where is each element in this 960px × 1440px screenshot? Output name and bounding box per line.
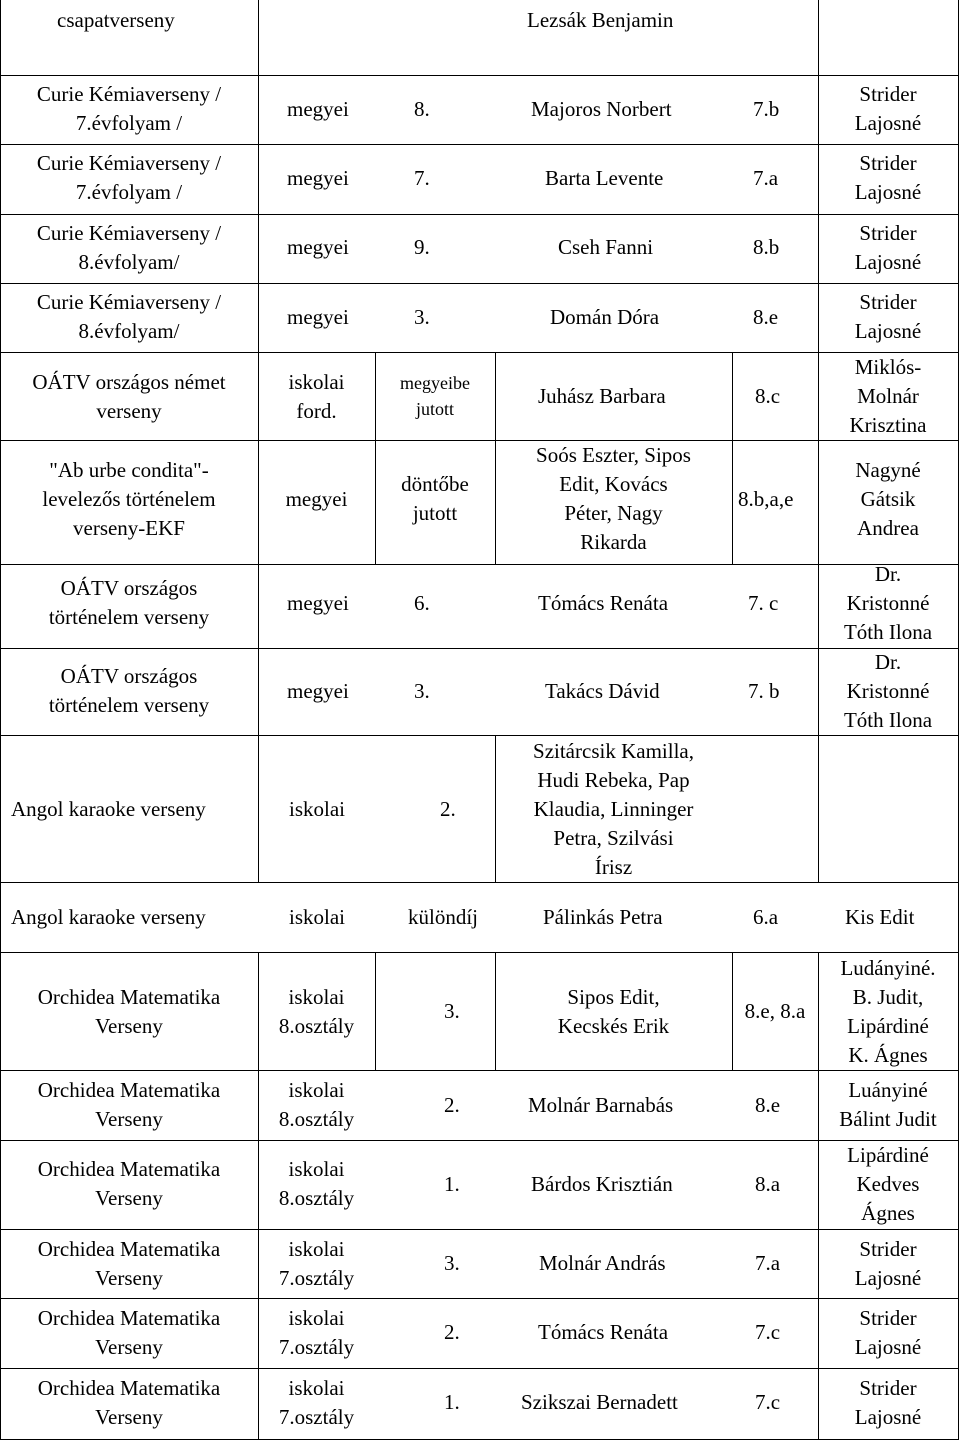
place: 3. [414,305,430,329]
teacher: Strider [859,1237,917,1261]
teacher: Tóth Ilona [843,708,933,732]
class: 7.c [755,1390,781,1414]
teacher: Ágnes [861,1201,915,1225]
competition-name: OÁTV országos [60,664,198,688]
competition-name: verseny-EKF [73,516,185,540]
teacher: Lipárdiné [847,1014,929,1038]
teacher: Lajosné [854,1266,922,1290]
competition-name: Angol karaoke verseny [11,797,206,821]
place: 6. [414,591,430,615]
row-divider [0,882,959,883]
competition-name: Orchidea Matematika [37,1306,221,1330]
place: különdíj [408,905,479,929]
student-names: Edit, Kovács [559,472,668,496]
level: megyei [287,97,349,121]
student-names: Tómács Renáta [538,1320,669,1344]
teacher: Tóth Ilona [843,620,933,644]
class: 8.b,a,e [738,487,794,511]
competition-name: 7.évfolyam / [75,180,183,204]
student-names: Cseh Fanni [558,235,654,259]
class: 7.a [755,1251,781,1275]
place: 2. [444,1320,460,1344]
row-divider [0,1368,959,1369]
student-names: Szitárcsik Kamilla, [533,739,694,763]
competition-name: 8.évfolyam/ [78,319,180,343]
competition-name: Orchidea Matematika [37,1157,221,1181]
class: 8.a [755,1172,781,1196]
teacher: Luányiné [848,1078,928,1102]
competition-name: Verseny [95,1186,163,1210]
level: iskolai [289,905,345,929]
level: iskolai [288,1078,345,1102]
competition-name: Curie Kémiaverseny / [36,290,222,314]
place: 3. [414,679,430,703]
row-divider [0,75,959,76]
competition-name: verseny [96,399,162,423]
place: 1. [444,1390,460,1414]
teacher: Bálint Judit [839,1107,937,1131]
teacher: Kristonné [846,679,930,703]
competition-name: 8.évfolyam/ [78,250,180,274]
table-border-right [958,0,959,1440]
place: 1. [444,1172,460,1196]
competition-name: OÁTV országos német [32,370,226,394]
student-names: Molnár András [539,1251,666,1275]
level: iskolai [288,370,345,394]
table-border-left [0,0,1,1440]
teacher: Ludányiné. [840,956,936,980]
level: 7.osztály [278,1405,355,1429]
teacher: Strider [859,1376,917,1400]
competition-name: Curie Kémiaverseny / [36,221,222,245]
class: 7. b [748,679,780,703]
class: 6.a [753,905,779,929]
teacher: Dr. [874,562,902,586]
student-names: Tómács Renáta [538,591,669,615]
competition-name: Orchidea Matematika [37,985,221,1009]
place: döntőbe [401,472,469,496]
level: iskolai [288,1157,345,1181]
teacher: Kis Edit [845,905,915,929]
competition-name: csapatverseny [57,8,175,32]
level: megyei [287,591,349,615]
competition-name: "Ab urbe condita"- [49,458,209,482]
teacher: Strider [859,151,917,175]
competition-name: Orchidea Matematika [37,1078,221,1102]
row-divider [0,440,959,441]
class: 8.e [753,305,779,329]
row-divider [0,952,959,953]
student-names: Juhász Barbara [538,384,666,408]
level: megyei [287,305,349,329]
place: 3. [444,1251,460,1275]
competition-name: Verseny [95,1107,163,1131]
student-names: Barta Levente [545,166,664,190]
student-names: Molnár Barnabás [528,1093,674,1117]
competition-name: OÁTV országos [60,576,198,600]
row-divider [0,352,959,353]
student-names: Bárdos Krisztián [531,1172,673,1196]
teacher: Kristonné [846,591,930,615]
class: 7.c [755,1320,781,1344]
place: jutott [415,399,454,419]
teacher: Dr. [874,650,902,674]
competition-name: Verseny [95,1405,163,1429]
level: ford. [296,399,337,423]
level: iskolai [288,1306,345,1330]
competition-name: Orchidea Matematika [37,1376,221,1400]
student-names: Szikszai Bernadett [521,1390,678,1414]
row-divider [0,144,959,145]
row-divider [0,564,959,565]
competition-name: Verseny [95,1014,163,1038]
level: iskolai [288,1376,345,1400]
level: iskolai [288,1237,345,1261]
level: iskolai [288,985,345,1009]
teacher: Kedves [856,1172,920,1196]
student-names: Sipos Edit, [567,985,660,1009]
level: megyei [287,166,349,190]
teacher: Strider [859,290,917,314]
place: 8. [414,97,430,121]
teacher: Nagyné [855,458,921,482]
place: 2. [444,1093,460,1117]
student-names: Domán Dóra [550,305,660,329]
place: 7. [414,166,430,190]
level: megyei [287,679,349,703]
level: 8.osztály [278,1107,355,1131]
teacher: B. Judit, [852,985,924,1009]
teacher: Lajosné [854,1405,922,1429]
teacher: Lipárdiné [847,1143,929,1167]
teacher: Andrea [857,516,919,540]
teacher: Lajosné [854,1335,922,1359]
teacher: Molnár [857,384,919,408]
column-divider [258,0,259,882]
row-divider [0,1298,959,1299]
place: jutott [412,501,458,525]
competition-name: történelem verseny [48,693,210,717]
place: megyeibe [400,373,470,393]
row-divider [0,735,959,736]
teacher: Gátsik [860,487,916,511]
teacher: Lajosné [854,250,922,274]
column-divider [732,352,733,564]
row-divider [0,214,959,215]
student-names: Írisz [594,855,633,879]
row-divider [0,1070,959,1071]
student-names: Lezsák Benjamin [527,8,674,32]
class: 7.b [753,97,780,121]
place: 9. [414,235,430,259]
level: 7.osztály [278,1266,355,1290]
level: 8.osztály [278,1186,355,1210]
student-names: Hudi Rebeka, Pap [537,768,690,792]
teacher: K. Ágnes [848,1043,928,1067]
competition-name: Orchidea Matematika [37,1237,221,1261]
teacher: Miklós- [854,355,922,379]
class: 8.e, 8.a [744,999,806,1023]
student-names: Rikarda [580,530,647,554]
student-names: Kecskés Erik [557,1014,670,1038]
column-divider [375,952,376,1070]
class: 8.c [755,384,781,408]
student-names: Klaudia, Linninger [533,797,694,821]
student-names: Petra, Szilvási [553,826,674,850]
row-divider [0,1229,959,1230]
class: 7. c [748,591,779,615]
student-names: Péter, Nagy [564,501,663,525]
competition-name: 7.évfolyam / [75,111,183,135]
level: megyei [285,487,348,511]
level: iskolai [289,797,345,821]
student-names: Takács Dávid [545,679,660,703]
teacher: Strider [859,82,917,106]
row-divider [0,1140,959,1141]
teacher: Strider [859,221,917,245]
class: 8.b [753,235,780,259]
competition-name: történelem verseny [48,605,210,629]
class: 7.a [753,166,779,190]
student-names: Soós Eszter, Sipos [536,443,691,467]
teacher: Lajosné [854,319,922,343]
student-names: Pálinkás Petra [543,905,663,929]
level: 8.osztály [278,1014,355,1038]
level: megyei [287,235,349,259]
class: 8.e [755,1093,781,1117]
teacher: Krisztina [849,413,927,437]
teacher: Lajosné [854,111,922,135]
competition-name: Angol karaoke verseny [11,905,206,929]
row-divider [0,283,959,284]
competition-name: levelezős történelem [42,487,216,511]
row-divider [0,648,959,649]
competition-name: Curie Kémiaverseny / [36,82,222,106]
competition-name: Curie Kémiaverseny / [36,151,222,175]
teacher: Strider [859,1306,917,1330]
competition-name: Verseny [95,1266,163,1290]
competition-name: Verseny [95,1335,163,1359]
place: 3. [444,999,460,1023]
level: 7.osztály [278,1335,355,1359]
student-names: Majoros Norbert [531,97,672,121]
place: 2. [440,797,456,821]
teacher: Lajosné [854,180,922,204]
